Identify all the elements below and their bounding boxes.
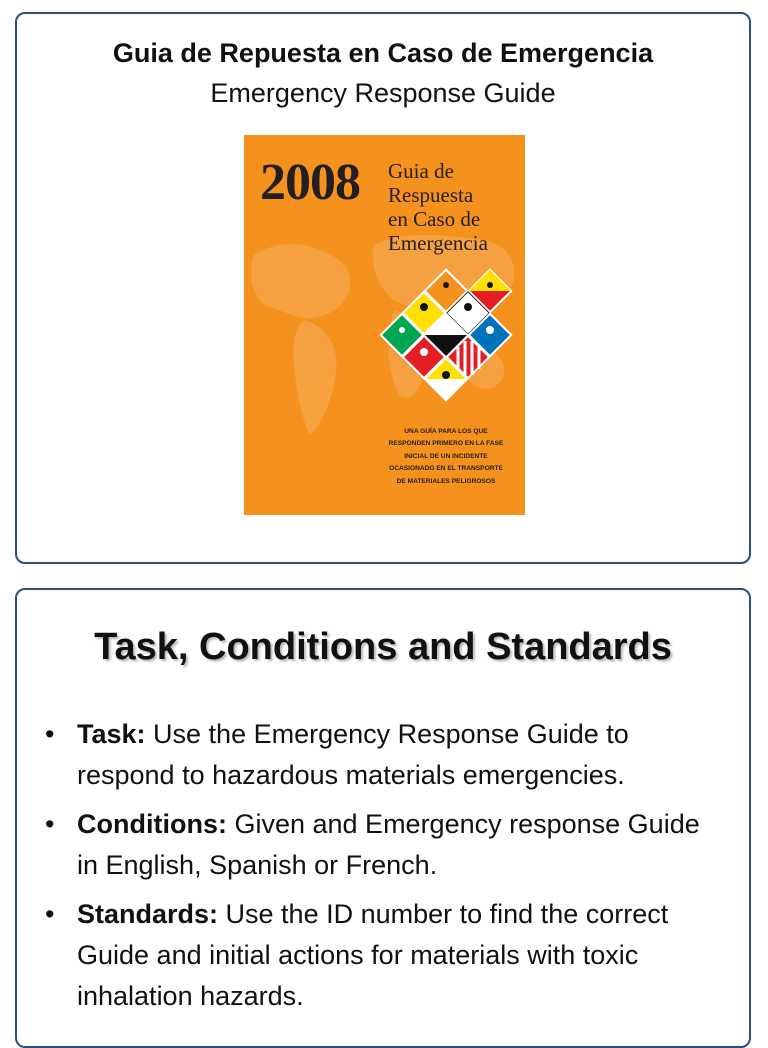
guide-slide (15, 12, 751, 564)
cover-title (388, 159, 518, 255)
bullet-text: Use the Emergency Response Guide to respond to hazardous materials emergencies. (77, 719, 629, 790)
cover-tagline (376, 426, 516, 488)
slide-heading: Task, Conditions and Standards (94, 626, 672, 668)
bullet-item-conditions (45, 804, 725, 886)
cover-tagline-line: RESPONDEN PRIMERO EN LA FASE (388, 440, 504, 448)
bullet-list (45, 714, 725, 1025)
bullet-label: Standards: (77, 899, 219, 929)
cover-title-line: en Caso de (388, 207, 481, 231)
bullet-text: Given and Emergency response Guide in English, Spanish or French. (77, 809, 700, 880)
cover-tagline-line: DE MATERIALES PELIGROSOS (396, 477, 496, 485)
bullet-item-task (45, 714, 725, 796)
task-slide (15, 588, 751, 1048)
cover-title-line: Respuesta (388, 183, 474, 207)
slide-title-spanish: Guia de Repuesta en Caso de Emergencia (112, 38, 654, 68)
cover-title-line: Emergencia (388, 231, 488, 255)
bullet-text: Use the ID number to find the correct Guide and initial actions for materials with toxic inhalation hazards. (77, 899, 669, 1011)
cover-tagline-line: INICIAL DE UN INCIDENTE (404, 452, 488, 460)
bullet-label: Conditions: (77, 809, 227, 839)
cover-title-line: Guia de (388, 159, 454, 183)
guide-cover-image (244, 135, 525, 515)
cover-tagline-line: UNA GUÍA PARA LOS QUE (404, 428, 488, 435)
cover-tagline-line: OCASIONADO EN EL TRANSPORTE (389, 465, 503, 473)
slide-title-english: Emergency Response Guide (210, 78, 556, 108)
cover-year: 2008 (260, 154, 360, 211)
bullet-label: Task: (77, 719, 146, 749)
bullet-item-standards (45, 894, 725, 1017)
